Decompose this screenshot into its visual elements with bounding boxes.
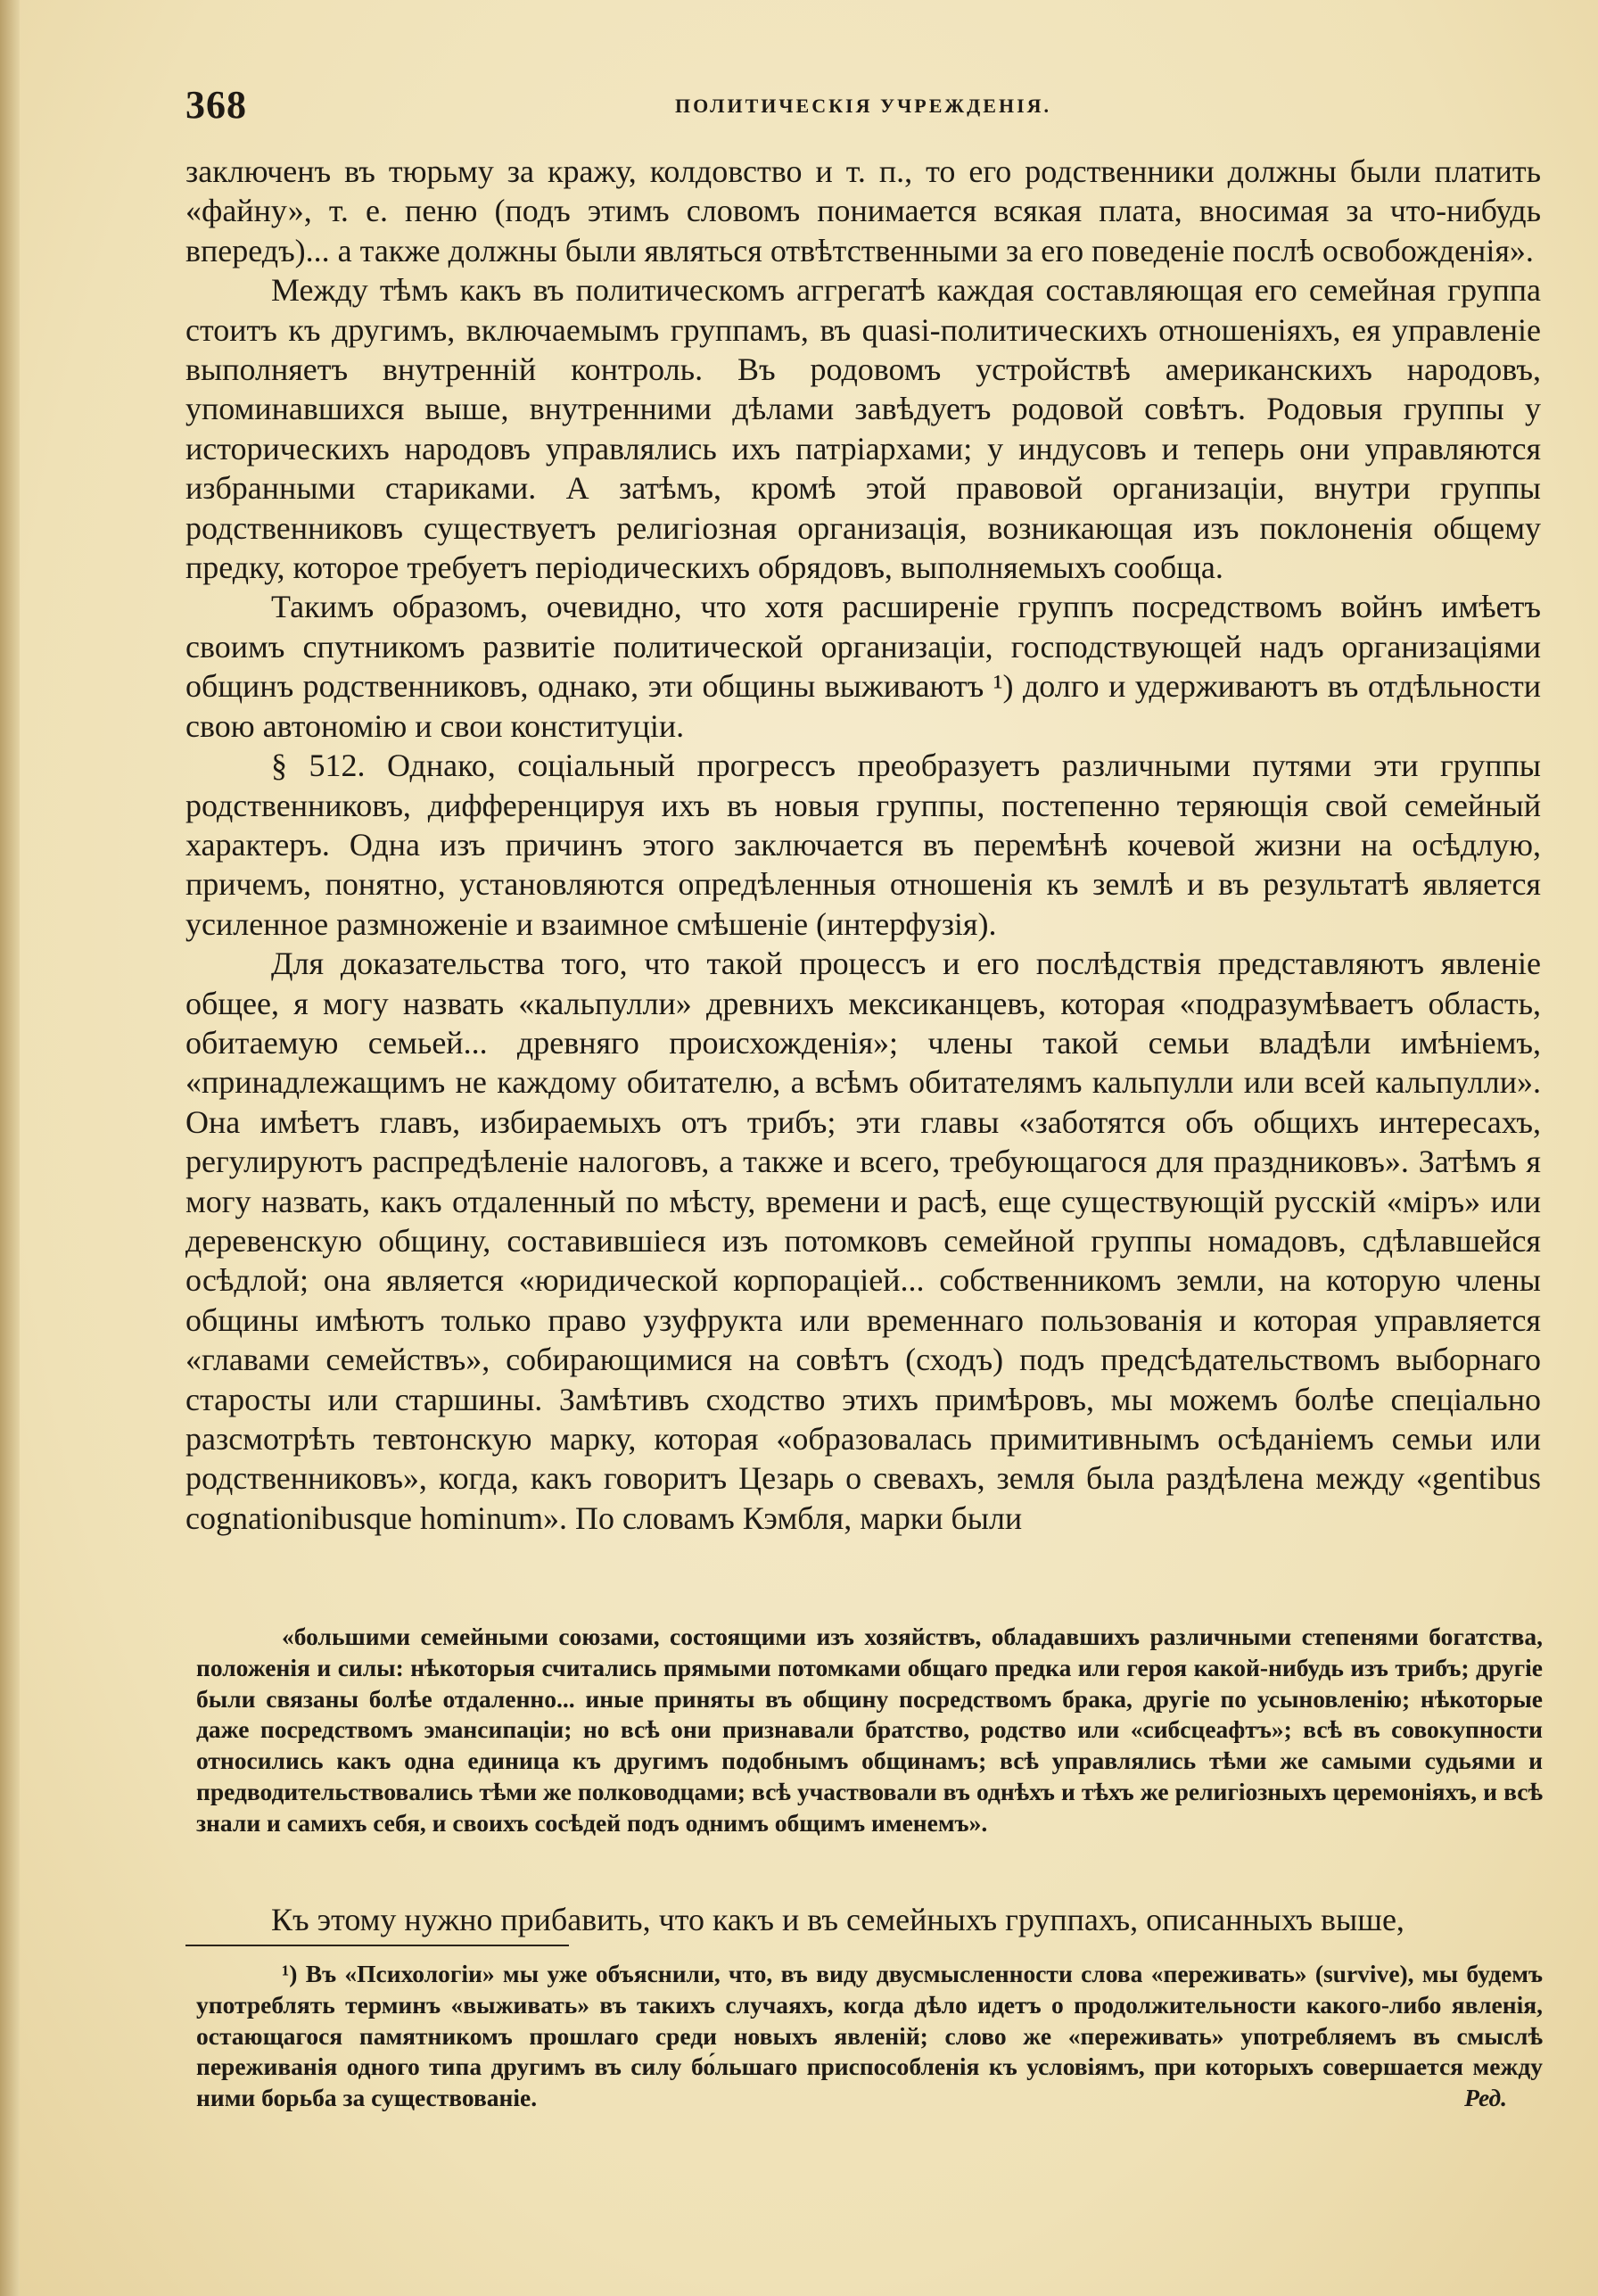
quote-text: «большими семейными союзами, состоящими изъ хозяйствъ, обладавшихъ различными степенями богатства, положенія и силы: нѣкоторыя считались прямыми потомками общаго предка или героя какой-нибудь изъ трибъ; другіе были связаны болѣе отдаленно... иные приняты въ общину посредствомъ брака, другіе по усыновленію; нѣкоторые даже посредствомъ эмансипаціи; но всѣ они признавали братство, родство или «сибсцеафтъ»; всѣ въ совокупности относились какъ одна единица къ другимъ подобнымъ общинамъ; всѣ управлялись тѣми же самыми судьями и предводительствовались тѣми же полководцами; всѣ участвовали въ однѣхъ и тѣхъ же религіозныхъ церемоніяхъ, и всѣ знали и самихъ себя, и своихъ сосѣдей подъ однимъ общимъ именемъ». [196,1623,1543,1837]
trailing-line: Къ этому нужно прибавить, что какъ и въ семейныхъ группахъ, описанныхъ выше, [271,1902,1404,1937]
paragraph: Такимъ образомъ, очевидно, что хотя расширеніе группъ посредствомъ войнъ имѣетъ своимъ спутникомъ развитіе политической организаціи, господствующей надъ организаціями общинъ родственниковъ, однако, эти общины выживаютъ ¹) долго и удерживаютъ въ отдѣльности свою автономію и свои конституціи. [185,589,1541,744]
page-header [185,82,1541,127]
paragraph: Между тѣмъ какъ въ политическомъ аггрегатѣ каждая составляющая его семейная группа стоитъ къ другимъ, включаемымъ группамъ, въ quasi-политическихъ отношеніяхъ, ея управленіе выполняетъ внутренній контроль. Въ родовомъ устройствѣ американскихъ народовъ, упоминавшихся выше, внутренними дѣлами завѣдуетъ родовой совѣтъ. Родовыя группы у историческихъ народовъ управлялись ихъ патріархами; у индусовъ и теперь они управляются избранными стариками. А затѣмъ, кромѣ этой правовой организаціи, внутри группы родственниковъ существуетъ религіозная организація, возникающая изъ поклоненія общему предку, которое требуетъ періодическихъ обрядовъ, выполняемыхъ сообща. [185,272,1541,586]
block-quote [196,1622,1543,1839]
footnote-text: ¹) Въ «Психологіи» мы уже объяснили, что, въ виду двусмысленности слова «переживать» (survive), мы будемъ употреблять терминъ «выживать» въ такихъ случаяхъ, когда дѣло идетъ о продолжительности какого-либо явленія, остающагося памятникомъ прошлаго среди новыхъ явленій; слово же «переживать» употребляемъ въ смыслѣ переживанія одного типа другимъ въ силу бо́льшаго приспособленія къ условіямъ, при которыхъ совершается между ними борьба за существованіе. [196,1960,1543,2112]
page-edge-shadow [0,0,20,2296]
paragraph-continuation: заключенъ въ тюрьму за кражу, колдовство и т. п., то его родственники должны были платить «файну», т. е. пеню (подъ этимъ словомъ понимается всякая плата, вносимая за что-нибудь впередъ)... а также должны были являться отвѣтственными за его поведеніе послѣ освобожденія». [185,153,1541,268]
running-title: ПОЛИТИЧЕСКІЯ УЧРЕЖДЕНІЯ. [674,95,1052,117]
footnote-rule [185,1945,569,1946]
main-text [185,152,1541,1538]
paragraph-section-512: § 512. Однако, соціальный прогрессъ преобразуетъ различными путями эти группы родственниковъ, дифференцируя ихъ въ новыя группы, постепенно теряющія свой семейный характеръ. Одна изъ причинъ этого заключается въ перемѣнѣ кочевой жизни на осѣдлую, причемъ, понятно, установляются опредѣленныя отношенія къ землѣ и въ результатѣ является усиленное размноженіе и взаимное смѣшеніе (интерфузія). [185,747,1541,942]
footnote-signature: Ред. [1464,2084,1507,2112]
footnote [196,1959,1543,2114]
page-number: 368 [185,83,247,127]
paragraph: Для доказательства того, что такой процессъ и его послѣдствія представляютъ явленіе общее, я могу назвать «кальпулли» древнихъ мексиканцевъ, которая «подразумѣваетъ область, обитаемую семьей... древняго происхожденія»; члены такой семьи владѣли имѣніемъ, «принадлежащимъ не каждому обитателю, а всѣмъ обитателямъ кальпулли или всей кальпулли». Она имѣетъ главъ, избираемыхъ отъ трибъ; эти главы «заботятся объ общихъ интересахъ, регулируютъ распредѣленіе налоговъ, а также и всего, требующагося для праздниковъ». Затѣмъ я могу назвать, какъ отдаленный по мѣсту, времени и расѣ, еще существующій русскій «міръ» или деревенскую общину, составившіеся изъ потомковъ семейной группы номадовъ, сдѣлавшейся осѣдлой; она является «юридической корпораціей... собственникомъ земли, на которую члены общины имѣютъ только право узуфрукта или временнаго пользованія и которая управляется «главами семействъ», собирающимися на совѣтъ (сходъ) подъ предсѣдательствомъ выборнаго старосты или старшины. Замѣтивъ сходство этихъ примѣровъ, мы можемъ болѣе спеціально разсмотрѣть тевтонскую марку, которая «образовалась примитивнымъ осѣданіемъ семьи или родственниковъ», когда, какъ говоритъ Цезарь о свевахъ, земля была раздѣлена между «gentibus cognationibusque hominum». По словамъ Кэмбля, марки были [185,946,1541,1536]
